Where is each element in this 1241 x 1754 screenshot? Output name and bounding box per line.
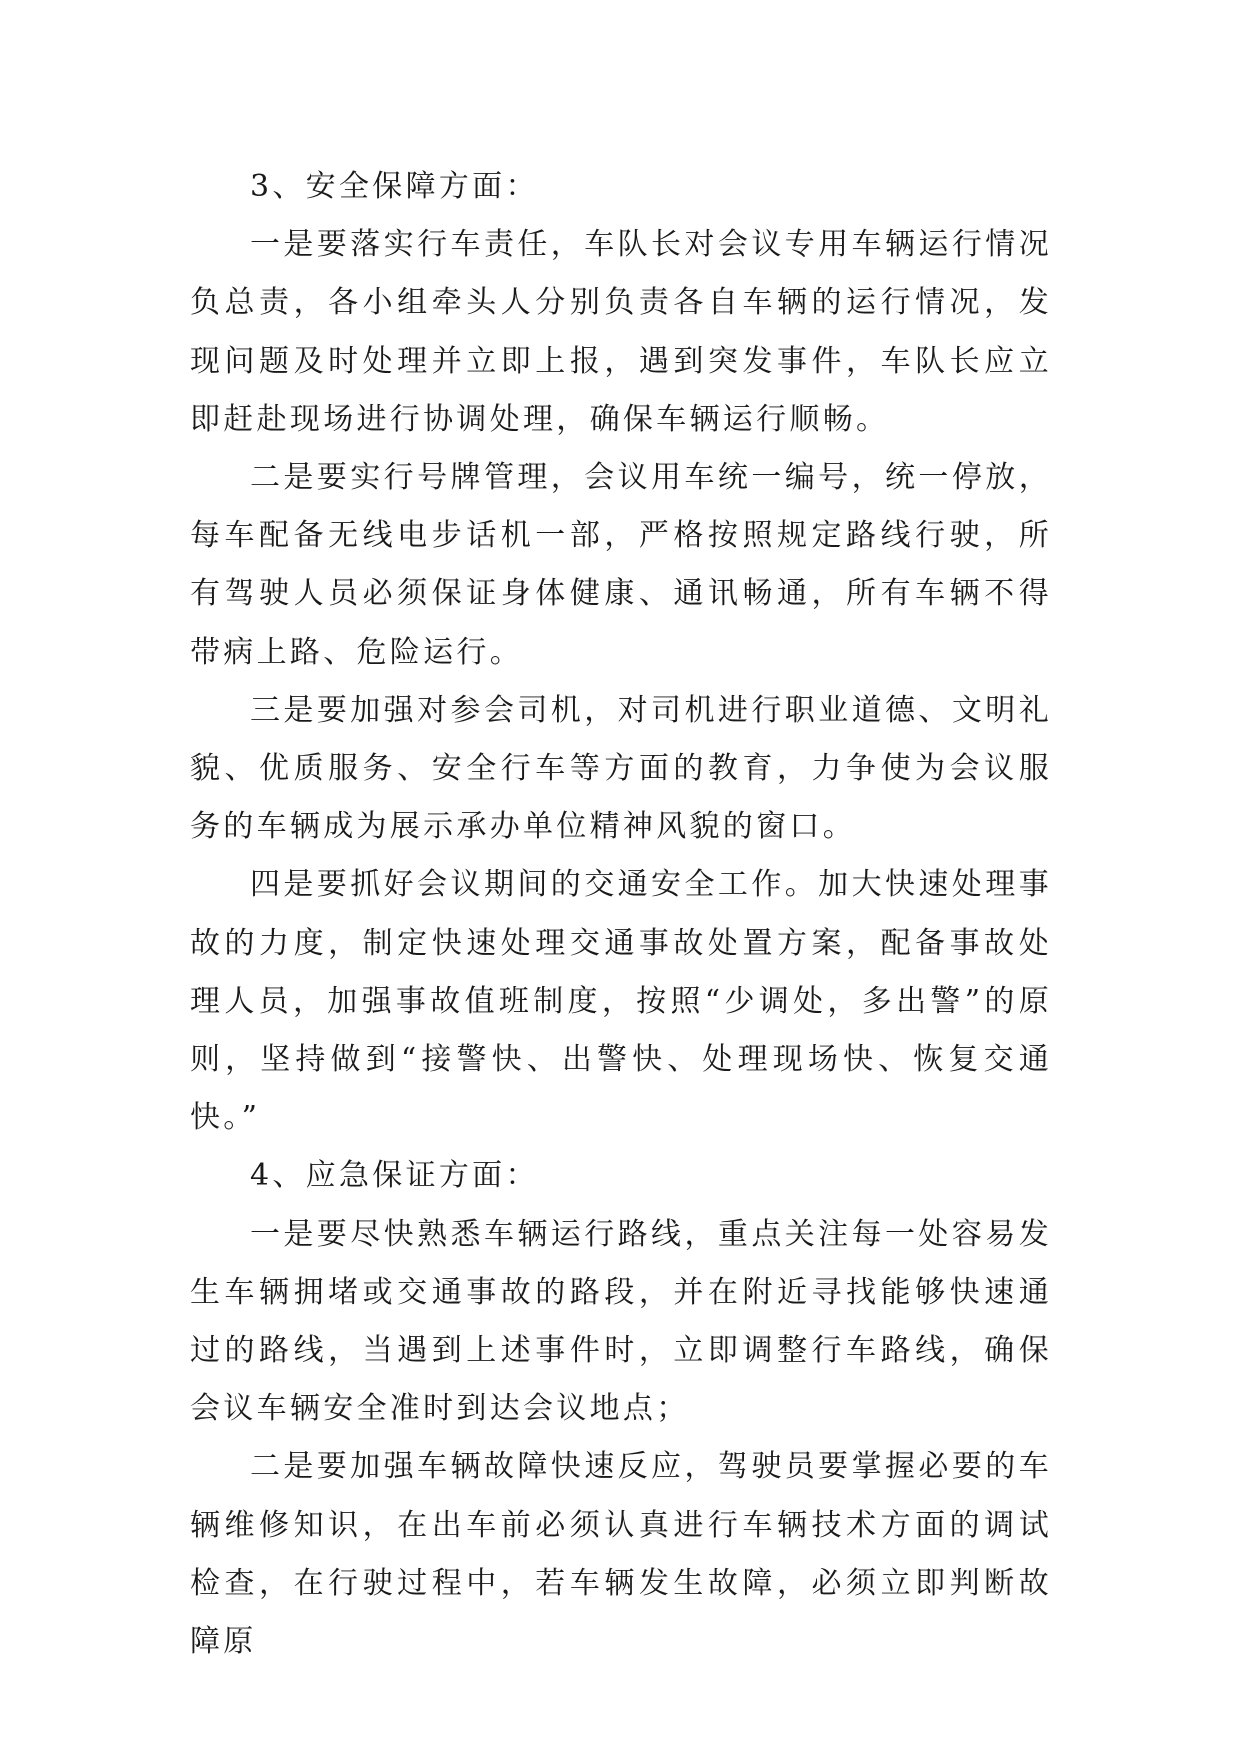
- paragraph-vehicle-fault-response: 二是要加强车辆故障快速反应，驾驶员要掌握必要的车辆维修知识，在出车前必须认真进行车辆技术方面的调试检查，在行驶过程中，若车辆发生故障，必须立即判断故障原: [190, 1449, 1052, 1660]
- paragraph-route-familiarity: 一是要尽快熟悉车辆运行路线，重点关注每一处容易发生车辆拥堵或交通事故的路段，并在附近寻找能够快速通过的路线，当遇到上述事件时，立即调整行车路线，确保会议车辆安全准时到达会议地点；: [190, 1216, 1052, 1427]
- paragraph-driver-education: 三是要加强对参会司机，对司机进行职业道德、文明礼貌、优质服务、安全行车等方面的教育，力争使为会议服务的车辆成为展示承办单位精神风貌的窗口。: [190, 692, 1052, 845]
- document-body: [190, 158, 1052, 1671]
- paragraph-traffic-safety: 四是要抓好会议期间的交通安全工作。加大快速处理事故的力度，制定快速处理交通事故处置方案，配备事故处理人员，加强事故值班制度，按照“少调处，多出警”的原则，坚持做到“接警快、出警快、处理现场快、恢复交通快。”: [190, 867, 1052, 1136]
- paragraph-driving-responsibility: 一是要落实行车责任，车队长对会议专用车辆运行情况负总责，各小组牵头人分别负责各自车辆的运行情况，发现问题及时处理并立即上报，遇到突发事件，车队长应立即赶赴现场进行协调处理，确保车辆运行顺畅。: [190, 227, 1052, 437]
- section-heading-emergency: 4、应急保证方面：: [250, 1158, 539, 1194]
- paragraph-plate-management: 二是要实行号牌管理，会议用车统一编号，统一停放，每车配备无线电步话机一部，严格按照规定路线行驶，所有驾驶人员必须保证身体健康、通讯畅通，所有车辆不得带病上路、危险运行。: [190, 460, 1052, 670]
- section-heading-safety: 3、安全保障方面：: [250, 169, 539, 204]
